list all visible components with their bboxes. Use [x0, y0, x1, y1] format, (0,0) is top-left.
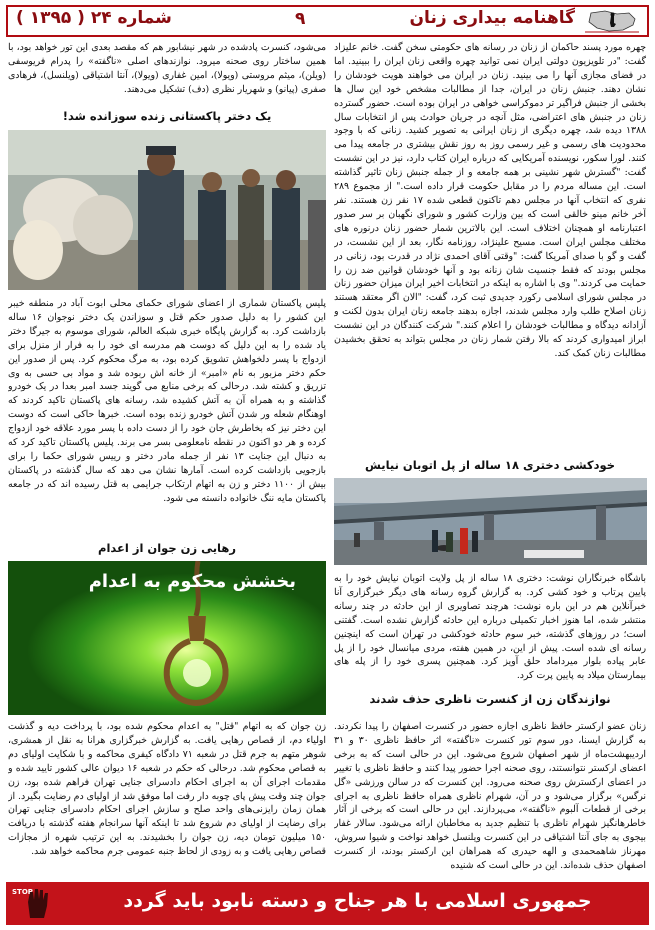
footer-banner [6, 882, 649, 925]
page-number: ۹ [295, 9, 306, 29]
concert-article [334, 720, 646, 872]
execution-photo [8, 561, 326, 715]
bridge-photo [334, 478, 647, 565]
police-scene-image [8, 130, 326, 290]
stop-hand-icon [10, 884, 64, 923]
pakistan-photo [8, 130, 326, 290]
execution-text: زن جوان که به اتهام "قتل" به اعدام محکوم شده بود، با پرداخت دیه و گذشت اولیاء دم، از قصاص رهایی یافت. به گزارش خبرگزاری هرانا به نقل از همشری، شوهر متهم به جرم قتل در شعبه ۷۱ دادگاه کیفری محاکمه و با شکایت اولیای دم به قصاص محکوم شد. درحالی که حکم در شعبه ۱۶ دیوان عالی کشور تایید شده و مقدمات اجرای آن به اجرای احکام دادسرای جنایی تهران فراهم شده بود، زن جوان چند وقت پیش پای چوبه دار رفت اما موفق شد از اولیای دم رضایت بگیرد. از همان زمان رایزنی‌های واحد صلح و سازش اجرای احکام دادسرای جنایی تهران برای رضایت از اولیای دم شروع شد تا اینکه آنها سرانجام هفته گذشته با دریافت ۱۵۰ میلیون تومان دیه، زن جوان را بخشیدند. به این ترتیب شهره از مجازات قصاص رهایی یافت و به زودی از لحاظ جنبه عمومی جرم محاکمه خواهد شد. [8, 721, 326, 858]
execution-article [8, 720, 326, 872]
pakistan-headline: یک دختر پاکستانی زنده سوزانده شد! [62, 109, 272, 123]
stop-label: STOP [12, 888, 33, 896]
iran-map-logo-icon [583, 9, 641, 33]
footer-slogan: جمهوری اسلامی با هر جناح و دسته نابود باید گردد [123, 890, 592, 912]
newspaper-title: گاهنامه بیداری زنان [409, 8, 575, 28]
right-intro-text: چهره مورد پسند حاکمان از زنان در رسانه های حکومتی سخن گفت. خانم علیزاد گفت: "در تلویزیون دولتی ایران نمی توانید چهره واقعی زنان ایران را ببینید. اما در فضای مجازی آنها را می بینید. زنان در ایران می خواهند هویت خودشان را نشان دهند. جنبش زنان در ایران، جدا از مطالبات مشخص خود این سال ها بخشی از جنبش فراگیر تر دموکراسی خواهی در ایران بوده است. حضور گسترده زنان در جنبش های اعتراضی، مثل آنچه در جریان حوادث پس از انتخابات سال ۱۳۸۸ دیده شد، چهره دیگری از زنان ایرانی به تصویر کشید. زنانی که با وجود محدودیت های رسمی و غیر رسمی روز به روز نقش بیشتری در جامعه پیدا می کنند. لورا سکور، نویسنده آمریکایی که درباره ایران کتاب دارد، نیز در این نشست گفت: "گسترش شهر نشینی بر همه جامعه و از جمله جنبش زنان تاثیر گذاشته است. این مساله مردم را در مقابل حکومت قرار داده است." از مجموع ۲۸۹ نفری که انتخاب آنها در مجلس دهم تاکنون قطعی شده ۱۷ نفر زن هستند. نفر آخر خانم مینو خالقی است که بین وزارت کشور و شورای نگهبان بر سر صدور اعتبارنامه او همچنان اختلاف است. این بالاترین شمار حضور زنان درنوره های مختلف مجلس ایران است. مسیح علینژاد، روزنامه نگار، بعد از این نشست، در گفت و گو با صدای آمریکا گفت: "وقتی آقای احمدی نژاد در قدرت بود، زنانی در مجلس بودند که فقط جنسیت شان زنانه بود و آنها خودشان قوانین ضد زن را حمایت می کردند." وی با اشاره به اینکه در انتخابات اخیر ایران میزان حضور زنان در مجلس شورای اسلامی رکورد جدیدی ثبت کرد، گفت: "الان اگر معتقد هستند زنان اصلاح طلب وارد مجلس شدند، اجازه بدهند جامعه زنان ایران بدون لکنت و آزادانه دیدگاه و مطالبات خودشان را اعلام کنند." شرکت کنندگان در این نشست ابراز امیدواری کردند که بالا رفتن شمار زنان در مجلس بتواند به تحقق بخشیدن مطالبات زنان کمک کند. [334, 42, 646, 359]
bridge-scene-image [334, 478, 647, 565]
suicide-article [334, 572, 646, 684]
concert-text: زنان عضو ارکستر حافظ ناظری اجازه حضور در کنسرت اصفهان را پیدا نکردند. به گزارش ایسنا، دور سوم تور کنسرت «ناگفته» اثر حافظ ناظری ۳۰ و ۳۱ اردیبهشت‌ماه از شهر اصفهان شروع می‌شود. این در حالی است که به برخی اعضای ارکستر نتوانستند، روی صحنه اجرا حضور پیدا کنند و حافظ ناظری با تغییر در اعضای ارکسترش روی صحنه می‌رود. این کنسرت که در سالن ورزشی «گل نرگس» برگزار می‌شود و در آن، شهرام ناظری همراه حافظ ناظری به اجرای برخی از قطعات آلبوم «ناگفته»، می‌پردازند. این در حالی است که برخی از آثار خاطرهانگیز شهرام ناظری با تنظیم جدید به مخاطبان ارائه می‌شود. سالار غفار بیجوی به جای آنتا اشتیاقی در این کنسرت ویلنسل خواهد نواخت و شیوا سروش، مهرناز شاهمحمدی و الهه حیدری که همراهان این ارکستر بودند، از کنسرت اصفهان حذف شده‌اند. این در حالی است که شنیده [334, 721, 646, 872]
newspaper-header [6, 5, 649, 37]
issue-label: شماره ۲۴ ( ۱۳۹۵ ) [16, 8, 172, 28]
suicide-text: باشگاه خبرنگاران نوشت: دختری ۱۸ ساله از پل ولایت اتوبان نیایش خود را به پایین پرتاب و خود کشی کرد. به گزارش گروه رسانه های دیگر خبرگزاری آنا خبرآنلاین هم در این باره نوشت: هرچند تصاویری از این حادثه در چند رسانه منتشر شده، اما هنوز اخبار تکمیلی درباره این حادثه گزارش نشده است. گفتنی است؛ در روزهای گذشته، خبر سوم حادثه خودکشی در تهران است که اینچنین رسانه ای شده است. پیش از این، در همین هفته، مردی میانسال خود را از پل عابر پیاده بلوار میرداماد حلق آویز کرد. همچنین پسری خود را از پله های بیمارستان میلاد به پایین پرت کرد. [334, 573, 646, 682]
suicide-headline: خودکشی دختری ۱۸ ساله از پل اتوبان نیایش [365, 458, 615, 472]
left-intro-article [8, 41, 326, 98]
pakistan-text: پلیس پاکستان شماری از اعضای شورای حکمای محلی ابوت آباد در منطقه خیبر این کشور را به دلیل صدور حکم قتل و سوزاندن یک دختر نوجوان ۱۶ ساله بازداشت کرد. به گزارش پایگاه خبری شبکه العالم، شورای موسوم به جیرگا دختر یاد شده را به این دلیل که دوست هم مدرسه ای خود را به فرار از منزل برای ازدواج با پسر دلخواهش تشویق کرده بود، به مرگ محکوم کرد. پس از صدور این حکم دختر مزبور به نام «امبر» از خانه اش ربوده شد و مواد بی حسی به وی تزریق و کشته شد. درحالی که برخی منابع می گویند جسد امبر بعدا در یک خودرو گذاشته و به همراه آن به آتش کشیده شد، رسانه های پاکستان تاکید کردند که اوهنگام شعله ور شدن آتش خودرو زنده بوده است. خبرها حاکی است که دوست این دختر نیز که بخاطرش جان خود را از دست داده با پسر مورد علاقه خود ازدواج کرده و هر دو اکنون در نقطه نامعلومی بسر می برند. پلیس پاکستان تاکید کرد که به دنبال این جنایت ۱۳ نفر از جمله مادر دختر و رییس شورای حکما را برای بازجویی بازداشت کرده است. آمارها نشان می دهد که سال گذشته در پاکستان بیش از ۱۱۰۰ دختر و زن به اتهام ارتکاب جرایمی به قتل رسیده اند که در جامعه پاکستان مایه ننگ خانواده دانسته می شود. [8, 298, 326, 504]
right-intro-article [334, 41, 646, 465]
execution-headline: رهایی زن جوان از اعدام [98, 541, 236, 555]
execution-image-caption: بخشش محکوم به اعدام [88, 571, 296, 592]
pakistan-article [8, 297, 326, 533]
concert-headline: نوازندگان زن از کنسرت ناظری حذف شدند [369, 692, 611, 706]
left-intro-text: می‌شود، کنسرت پادشده در شهر نیشابور هم که مقصد بعدی این تور خواهد بود، با همین ساختار روی صحنه میرود. نوازندهای اصلی «ناگفته» را پدرام فریوسفی (ویلن)، میثم مروستی (ویولا)، امین غفاری (ویولا)، آنتا اشتیاقی (ویلنسل)، فرهادی صفری (پیانو) و شهریار نظری (دف) تشکیل می‌دهند. [8, 42, 326, 95]
